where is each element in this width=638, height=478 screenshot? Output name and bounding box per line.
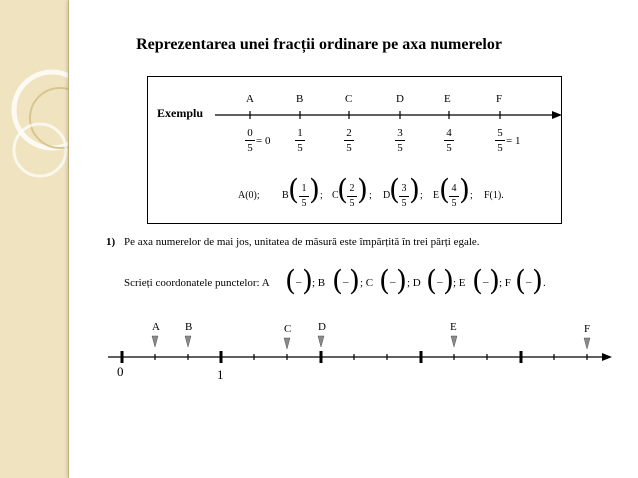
paren-close: )	[396, 264, 407, 297]
paren-open: (	[337, 173, 348, 206]
equals-one: = 1	[506, 135, 521, 147]
sidebar-circles	[0, 0, 68, 478]
coord-B-fraction: 1 5	[296, 183, 312, 210]
exercise-prompt: Scrieți coordonatele punctelor: A	[124, 277, 270, 289]
example-point-label: C	[345, 93, 353, 105]
exercise-label-B: ; B	[312, 277, 326, 289]
paren-open: (	[515, 264, 526, 297]
example-point-label: D	[396, 93, 404, 105]
answer-blank: –	[437, 276, 443, 288]
axis-point-label: F	[584, 323, 591, 335]
exercise-text: Pe axa numerelor de mai jos, unitatea de măsură este împărțită în trei părți egale.	[124, 236, 480, 248]
axis-point-label: D	[318, 321, 326, 333]
coord-E-label: E	[433, 190, 440, 201]
answer-blank: –	[526, 276, 532, 288]
coord-C-fraction: 2 5	[344, 183, 360, 210]
exercise-label-F: ; F	[499, 277, 511, 289]
example-point-label: A	[246, 93, 254, 105]
separator: ;	[320, 190, 323, 201]
paren-close: )	[443, 264, 454, 297]
example-fraction: 2 5	[341, 127, 357, 154]
paren-close: )	[489, 264, 500, 297]
separator: ;	[470, 190, 473, 201]
paren-close: )	[459, 173, 470, 206]
coord-E-fraction: 4 5	[446, 183, 462, 210]
coord-D-label: D	[383, 190, 391, 201]
example-fraction: 4 5	[441, 127, 457, 154]
paren-close: )	[357, 173, 368, 206]
exercise-number: 1)	[106, 236, 116, 248]
separator: ;	[420, 190, 423, 201]
answer-blank: –	[390, 276, 396, 288]
paren-close: )	[302, 264, 313, 297]
example-fraction: 5 5	[492, 127, 508, 154]
coord-D-fraction: 3 5	[396, 183, 412, 210]
example-fraction: 1 5	[292, 127, 308, 154]
example-point-label: F	[496, 93, 503, 105]
axis-zero-label: 0	[117, 364, 124, 379]
answer-blank: –	[343, 276, 349, 288]
paren-close: )	[409, 173, 420, 206]
coord-B-label: B	[282, 190, 289, 201]
paren-close: )	[349, 264, 360, 297]
paren-open: (	[285, 264, 296, 297]
coord-A: A(0);	[238, 190, 260, 201]
example-fraction: 3 5	[392, 127, 408, 154]
paren-close: )	[309, 173, 320, 206]
example-point-label: E	[444, 93, 451, 105]
axis-one-label: 1	[217, 367, 224, 382]
paren-open: (	[472, 264, 483, 297]
paren-close: )	[532, 264, 543, 297]
paren-open: (	[379, 264, 390, 297]
exercise-end: .	[543, 277, 546, 289]
coord-F: F(1).	[484, 190, 504, 201]
paren-open: (	[288, 173, 299, 206]
separator: ;	[369, 190, 372, 201]
paren-open: (	[426, 264, 437, 297]
paren-open: (	[389, 173, 400, 206]
slide-sidebar-decoration	[0, 0, 69, 478]
example-point-label: B	[296, 93, 304, 105]
example-fraction: 0 5	[242, 127, 258, 154]
page-title: Reprezentarea unei fracții ordinare pe axa numerelor	[136, 36, 502, 53]
paren-open: (	[439, 173, 450, 206]
axis-point-label: C	[284, 323, 292, 335]
equals-zero: = 0	[256, 135, 271, 147]
example-label: Exemplu	[157, 106, 204, 120]
answer-blank: –	[483, 276, 489, 288]
paren-open: (	[332, 264, 343, 297]
axis-point-label: A	[152, 321, 160, 333]
exercise-label-C: ; C	[360, 277, 374, 289]
axis-point-label: E	[450, 321, 457, 333]
answer-blank: –	[296, 276, 302, 288]
coord-C-label: C	[332, 190, 339, 201]
axis-point-label: B	[185, 321, 193, 333]
exercise-label-E: ; E	[453, 277, 466, 289]
exercise-label-D: ; D	[407, 277, 421, 289]
